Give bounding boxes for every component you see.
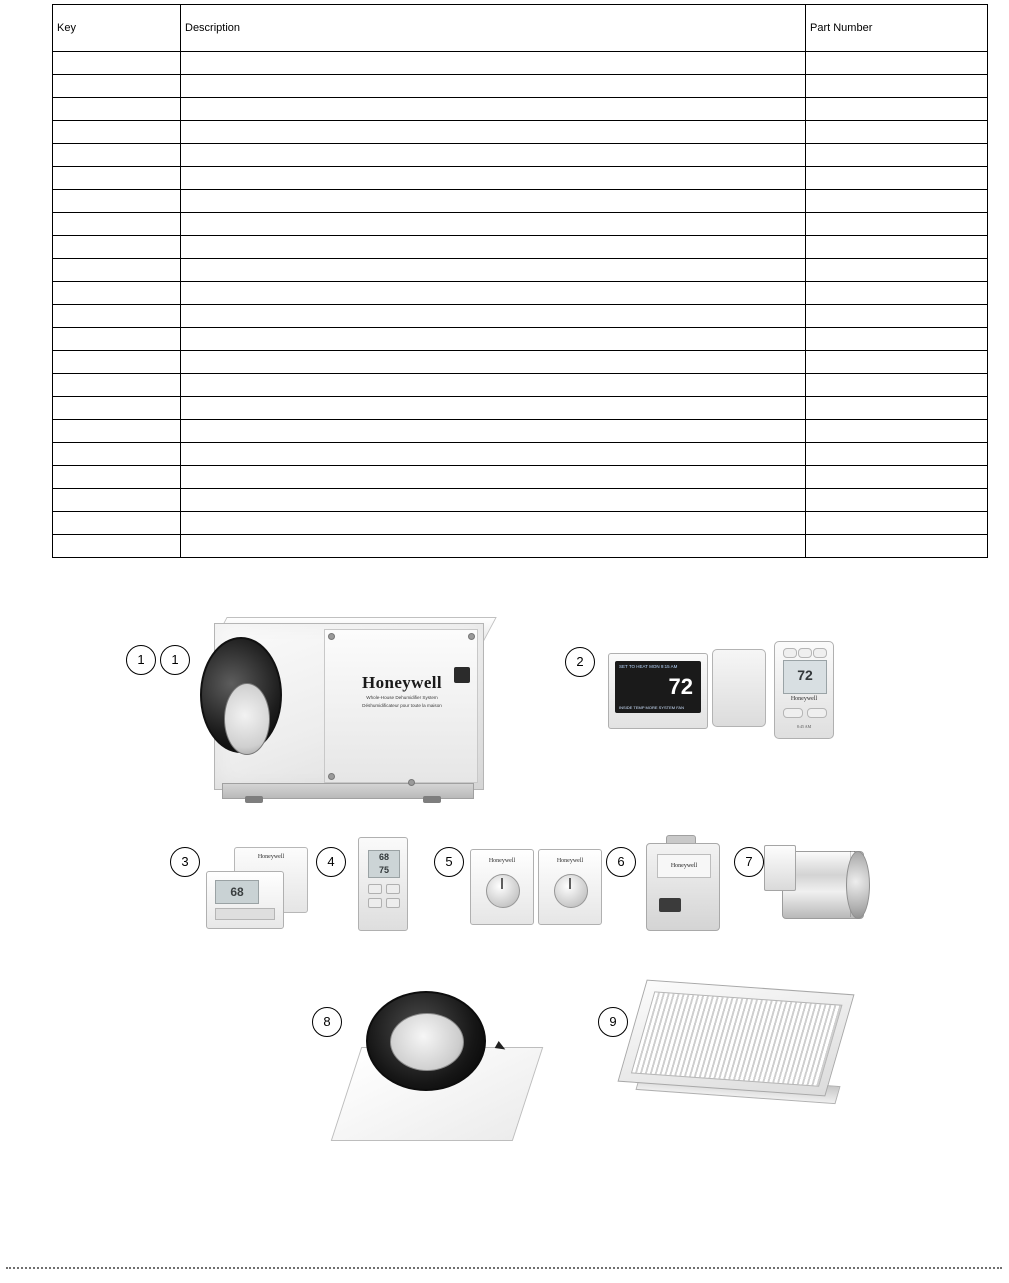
table-row: [53, 236, 988, 259]
cell-key: [53, 443, 181, 466]
panel-screw: [328, 633, 335, 640]
remote-brand-label: Honeywell: [790, 696, 818, 702]
dial-control-left-brand-label: Honeywell: [488, 858, 516, 864]
digital-control-button: [386, 898, 400, 908]
callout-3: 3: [170, 847, 200, 877]
dial-control-left: [470, 849, 534, 925]
dial-control-right-brand-label: Honeywell: [556, 858, 584, 864]
digital-control-value-bottom: 75: [378, 865, 389, 875]
cell-key: [53, 282, 181, 305]
cell-part: [806, 121, 988, 144]
remote-button: [783, 648, 797, 658]
damper-end-opening: [846, 851, 870, 919]
cell-key: [53, 374, 181, 397]
cell-part: [806, 190, 988, 213]
digital-control-button: [368, 898, 382, 908]
duct-collar-kit-image: [346, 987, 536, 1147]
cell-part: [806, 144, 988, 167]
digital-control-button: [386, 884, 400, 894]
cell-part: [806, 535, 988, 558]
parts-figure: [0, 575, 1009, 1195]
cell-key: [53, 52, 181, 75]
dehumidifier-collar-inner: [224, 683, 270, 755]
cell-key: [53, 259, 181, 282]
cell-description: [181, 512, 806, 535]
cell-description: [181, 351, 806, 374]
cell-description: [181, 466, 806, 489]
digital-control-button: [368, 884, 382, 894]
callout-2: 2: [565, 647, 595, 677]
cell-key: [53, 98, 181, 121]
parts-table: [52, 4, 988, 558]
dehumidifier-inlet-collar: [200, 637, 282, 753]
dial-knob: [486, 874, 520, 908]
cell-key: [53, 466, 181, 489]
table-header-part: Part Number: [806, 5, 988, 52]
table-row: [53, 75, 988, 98]
remote-footer-text: 8:45 AM: [796, 724, 812, 729]
digital-control-value-top: 68: [378, 852, 389, 862]
cell-key: [53, 213, 181, 236]
cell-part: [806, 282, 988, 305]
dial-control-right: [538, 849, 602, 925]
table-row: [53, 420, 988, 443]
dial-knob: [554, 874, 588, 908]
cell-description: [181, 236, 806, 259]
thermostat-display: [615, 661, 701, 713]
portable-comfort-control: [774, 641, 834, 739]
cell-part: [806, 374, 988, 397]
table-row: [53, 305, 988, 328]
cell-part: [806, 213, 988, 236]
cell-description: [181, 167, 806, 190]
cell-part: [806, 259, 988, 282]
callout-1a: 1: [126, 645, 156, 675]
table-header-key: Key: [53, 5, 181, 52]
duct-kit-collar: [366, 991, 486, 1091]
damper-actuator-box: [764, 845, 796, 891]
table-row: [53, 351, 988, 374]
digital-control-display: [368, 850, 400, 878]
cell-part: [806, 236, 988, 259]
air-filter-image: [630, 987, 850, 1117]
cell-key: [53, 236, 181, 259]
cell-key: [53, 75, 181, 98]
control-module-badge: [659, 898, 681, 912]
table-row: [53, 466, 988, 489]
remote-button: [807, 708, 827, 718]
cell-part: [806, 52, 988, 75]
table-row: [53, 282, 988, 305]
table-row: [53, 121, 988, 144]
dehumidifier-badge: [454, 667, 470, 683]
table-row: [53, 98, 988, 121]
page-bottom-divider: [6, 1267, 1002, 1269]
humidity-control-brand-label: Honeywell: [257, 854, 285, 860]
digital-control-image: [348, 837, 418, 933]
table-row: [53, 535, 988, 558]
table-header-description: Description: [181, 5, 806, 52]
thermostat-group-image: [600, 635, 850, 745]
cell-description: [181, 144, 806, 167]
cell-part: [806, 351, 988, 374]
humidity-control-body: [206, 871, 284, 929]
panel-screw: [328, 773, 335, 780]
control-module-brand-label: Honeywell: [657, 854, 711, 878]
cell-part: [806, 489, 988, 512]
callout-5: 5: [434, 847, 464, 877]
callout-8: 8: [312, 1007, 342, 1037]
cell-description: [181, 98, 806, 121]
panel-screw: [468, 633, 475, 640]
cell-description: [181, 328, 806, 351]
cell-description: [181, 489, 806, 512]
cell-key: [53, 351, 181, 374]
cell-description: [181, 52, 806, 75]
duct-kit-collar-inner: [390, 1013, 464, 1071]
cell-part: [806, 328, 988, 351]
dehumidifier-foot: [245, 796, 263, 803]
dehumidifier-base-rail: [222, 783, 474, 799]
remote-temperature: 72: [797, 667, 813, 683]
cell-description: [181, 420, 806, 443]
cell-key: [53, 167, 181, 190]
table-header-row: [53, 5, 988, 52]
cell-description: [181, 190, 806, 213]
thermostat-status-text: SET TO HEAT MON 9:15 AM: [619, 664, 678, 669]
table-row: [53, 512, 988, 535]
callout-9: 9: [598, 1007, 628, 1037]
cell-key: [53, 535, 181, 558]
parts-table-body: [53, 5, 988, 558]
cell-key: [53, 420, 181, 443]
cell-part: [806, 443, 988, 466]
cell-part: [806, 75, 988, 98]
thermostat-wall-cover: [712, 649, 766, 727]
cell-key: [53, 121, 181, 144]
table-row: [53, 144, 988, 167]
cell-description: [181, 75, 806, 98]
cell-description: [181, 213, 806, 236]
dehumidifier-brand-label: Honeywell: [361, 673, 443, 692]
thermostat-body: [608, 653, 708, 729]
cell-key: [53, 305, 181, 328]
cell-part: [806, 512, 988, 535]
cell-part: [806, 167, 988, 190]
cell-part: [806, 466, 988, 489]
cell-description: [181, 535, 806, 558]
digital-control-body: [358, 837, 408, 931]
filter-media: [631, 991, 843, 1086]
table-row: [53, 190, 988, 213]
cell-key: [53, 190, 181, 213]
cell-key: [53, 489, 181, 512]
humidity-control-image: [204, 847, 314, 933]
table-row: [53, 328, 988, 351]
cell-key: [53, 512, 181, 535]
remote-button: [798, 648, 812, 658]
remote-button: [813, 648, 827, 658]
dehumidifier-unit-image: [196, 615, 496, 800]
humidity-control-buttons: [215, 908, 275, 920]
callout-7: 7: [734, 847, 764, 877]
cell-part: [806, 305, 988, 328]
callout-1b: 1: [160, 645, 190, 675]
table-row: [53, 443, 988, 466]
cell-key: [53, 397, 181, 420]
dehumidifier-subtitle-en: Whole-House Dehumidifier System: [366, 695, 438, 700]
cell-description: [181, 374, 806, 397]
table-row: [53, 259, 988, 282]
cell-part: [806, 98, 988, 121]
cell-description: [181, 121, 806, 144]
thermostat-temperature: 72: [668, 674, 693, 699]
remote-button: [783, 708, 803, 718]
dehumidifier-subtitle-fr: Déshumidificateur pour toute la maison: [362, 703, 442, 708]
table-row: [53, 374, 988, 397]
cell-description: [181, 305, 806, 328]
table-row: [53, 489, 988, 512]
callout-4: 4: [316, 847, 346, 877]
filter-frame: [618, 980, 855, 1097]
cell-description: [181, 282, 806, 305]
callout-6: 6: [606, 847, 636, 877]
cell-key: [53, 144, 181, 167]
damper-image: [758, 839, 870, 933]
remote-display: [783, 660, 827, 694]
thermostat-menu-text: INSIDE TEMP MORE SYSTEM FAN: [619, 705, 684, 710]
table-row: [53, 52, 988, 75]
cell-part: [806, 397, 988, 420]
table-row: [53, 213, 988, 236]
cell-key: [53, 328, 181, 351]
cell-description: [181, 259, 806, 282]
humidity-control-display: 68: [215, 880, 259, 904]
cell-part: [806, 420, 988, 443]
cell-description: [181, 397, 806, 420]
table-row: [53, 167, 988, 190]
table-row: [53, 397, 988, 420]
control-module-image: [640, 843, 726, 933]
control-module-body: [646, 843, 720, 931]
panel-screw: [408, 779, 415, 786]
dial-controls-image: [470, 845, 605, 931]
dehumidifier-foot: [423, 796, 441, 803]
cell-description: [181, 443, 806, 466]
